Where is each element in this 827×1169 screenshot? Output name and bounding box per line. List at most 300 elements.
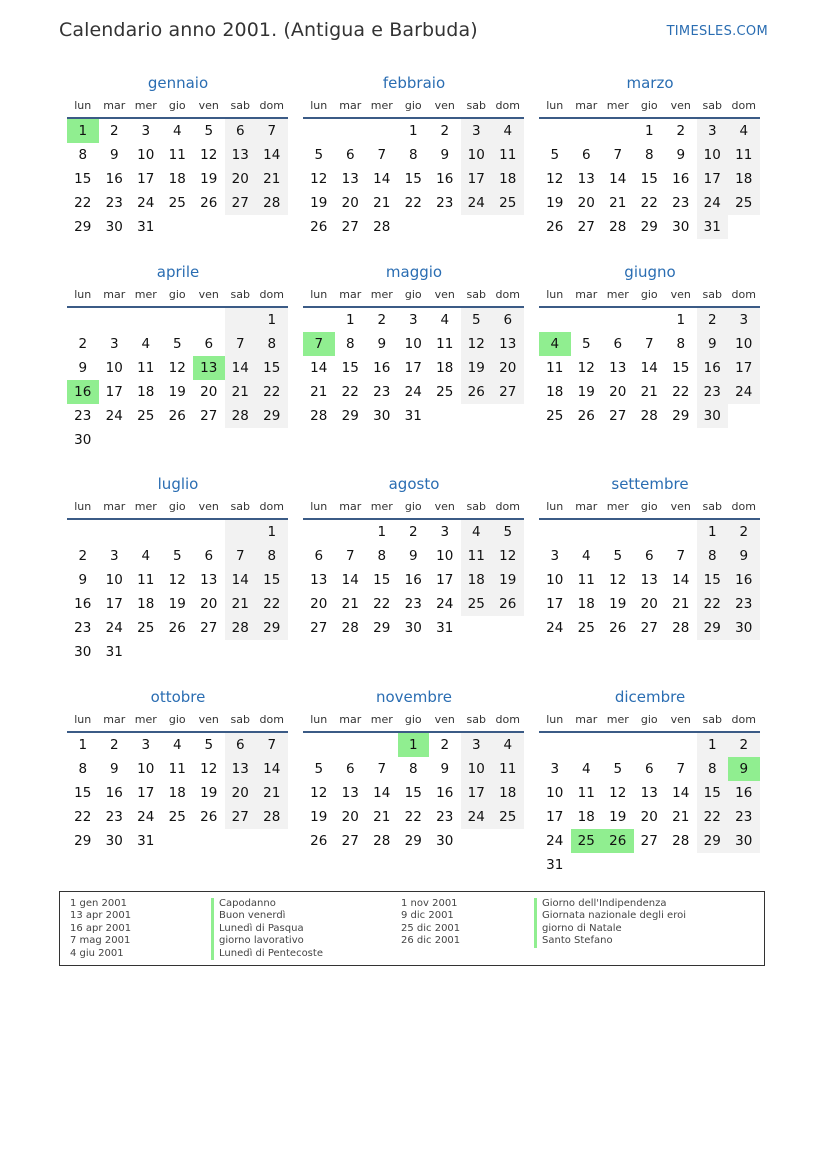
month-name: ottobre	[150, 688, 206, 706]
day-cell: 22	[404, 195, 422, 211]
legend-entry: giorno lavorativo	[211, 935, 323, 947]
day-cell: 8	[256, 544, 288, 568]
day-cell: 25	[492, 191, 524, 215]
weekday-header: lun	[303, 95, 335, 119]
day-cell: 15	[697, 568, 729, 592]
day-cell: 28	[640, 408, 658, 424]
day-cell: 10	[461, 143, 493, 167]
day-cell: 29	[74, 219, 92, 235]
empty-cell	[539, 308, 571, 332]
month-grid	[303, 95, 525, 239]
empty-cell	[225, 428, 257, 452]
day-cell: 7	[225, 544, 257, 568]
weekday-header: mer	[602, 95, 634, 119]
empty-cell	[162, 640, 194, 664]
day-cell: 8	[78, 761, 88, 777]
day-cell: 28	[256, 805, 288, 829]
day-cell: 2	[676, 123, 686, 139]
day-cell: 22	[640, 195, 658, 211]
day-cell: 22	[74, 195, 92, 211]
day-cell: 5	[550, 147, 560, 163]
weekday-header: mar	[571, 284, 603, 308]
day-cell: 12	[310, 171, 328, 187]
legend-entry: 26 dic 2001	[401, 935, 461, 947]
empty-cell	[99, 520, 131, 544]
day-cell: 15	[373, 572, 391, 588]
day-cell: 24	[404, 384, 422, 400]
day-cell: 5	[204, 737, 214, 753]
month-name: marzo	[626, 74, 674, 92]
day-cell: 25	[436, 384, 454, 400]
day-cell: 16	[105, 171, 123, 187]
day-cell: 3	[109, 548, 119, 564]
empty-cell	[99, 308, 131, 332]
day-cell: 3	[440, 524, 450, 540]
day-cell: 23	[728, 592, 760, 616]
day-cell: 28	[373, 219, 391, 235]
weekday-header: lun	[539, 496, 571, 520]
day-cell: 1	[697, 520, 729, 544]
empty-cell	[225, 829, 257, 853]
empty-cell	[162, 829, 194, 853]
day-cell: 6	[204, 336, 214, 352]
day-cell: 21	[256, 781, 288, 805]
day-cell: 15	[404, 171, 422, 187]
empty-cell	[193, 428, 225, 452]
weekday-header: sab	[461, 709, 493, 733]
day-cell: 18	[168, 785, 186, 801]
day-cell: 26	[546, 219, 564, 235]
day-cell: 9	[78, 360, 88, 376]
day-cell: 28	[225, 404, 257, 428]
day-cell: 18	[546, 384, 564, 400]
weekday-header: mar	[335, 95, 367, 119]
day-cell: 16	[672, 171, 690, 187]
day-cell: 2	[109, 737, 119, 753]
empty-cell	[539, 119, 571, 143]
day-cell: 11	[577, 572, 595, 588]
day-cell: 13	[200, 572, 218, 588]
day-cell: 15	[341, 360, 359, 376]
day-cell: 25	[168, 809, 186, 825]
day-cell: 1	[644, 123, 654, 139]
day-cell: 13	[225, 143, 257, 167]
empty-cell	[67, 308, 99, 332]
day-cell: 25	[577, 620, 595, 636]
day-cell: 30	[373, 408, 391, 424]
month-luglio	[67, 472, 289, 664]
empty-cell	[256, 428, 288, 452]
day-cell: 13	[577, 171, 595, 187]
empty-cell	[634, 520, 666, 544]
day-cell: 9	[440, 147, 450, 163]
empty-cell	[256, 215, 288, 239]
day-cell: 3	[550, 548, 560, 564]
day-cell: 27	[200, 408, 218, 424]
holiday-day-cell: 1	[67, 119, 99, 143]
empty-cell	[571, 733, 603, 757]
day-cell: 24	[436, 596, 454, 612]
day-cell: 14	[373, 171, 391, 187]
day-cell: 27	[341, 219, 359, 235]
day-cell: 13	[341, 785, 359, 801]
weekday-header: mer	[602, 496, 634, 520]
day-cell: 10	[137, 761, 155, 777]
weekday-header: gio	[162, 284, 194, 308]
day-cell: 4	[728, 119, 760, 143]
weekday-header: sab	[225, 95, 257, 119]
day-cell: 17	[546, 809, 564, 825]
day-cell: 25	[461, 592, 493, 616]
day-cell: 5	[581, 336, 591, 352]
day-cell: 26	[168, 620, 186, 636]
weekday-header: mar	[571, 95, 603, 119]
empty-cell	[492, 215, 524, 239]
weekday-header: sab	[461, 284, 493, 308]
day-cell: 10	[137, 147, 155, 163]
weekday-header: gio	[634, 284, 666, 308]
day-cell: 16	[697, 356, 729, 380]
day-cell: 27	[225, 805, 257, 829]
day-cell: 18	[461, 568, 493, 592]
day-cell: 1	[78, 737, 88, 753]
empty-cell	[335, 119, 367, 143]
empty-cell	[193, 308, 225, 332]
day-cell: 20	[640, 809, 658, 825]
holiday-legend	[59, 891, 765, 966]
day-cell: 30	[697, 404, 729, 428]
month-grid	[67, 95, 289, 239]
day-cell: 2	[109, 123, 119, 139]
weekday-header: lun	[539, 284, 571, 308]
weekday-header: mar	[335, 709, 367, 733]
day-cell: 26	[461, 380, 493, 404]
brand-link[interactable]: TIMESLES.COM	[666, 24, 768, 39]
day-cell: 30	[105, 219, 123, 235]
day-cell: 5	[613, 761, 623, 777]
empty-cell	[665, 853, 697, 877]
empty-cell	[602, 853, 634, 877]
page-title: Calendario anno 2001. (Antigua e Barbuda)	[59, 19, 478, 41]
empty-cell	[634, 853, 666, 877]
day-cell: 11	[577, 785, 595, 801]
day-cell: 18	[728, 167, 760, 191]
day-cell: 17	[105, 596, 123, 612]
day-cell: 13	[341, 171, 359, 187]
day-cell: 30	[74, 644, 92, 660]
holiday-day-cell: 1	[398, 733, 430, 757]
day-cell: 19	[310, 809, 328, 825]
weekday-header: dom	[256, 496, 288, 520]
weekday-header: mer	[366, 95, 398, 119]
legend-entry: 13 apr 2001	[70, 910, 132, 922]
day-cell: 3	[408, 312, 418, 328]
weekday-header: mer	[602, 709, 634, 733]
day-cell: 21	[672, 809, 690, 825]
month-grid	[539, 284, 761, 428]
day-cell: 24	[546, 833, 564, 849]
day-cell: 26	[200, 809, 218, 825]
empty-cell	[492, 404, 524, 428]
day-cell: 18	[492, 167, 524, 191]
day-cell: 2	[78, 548, 88, 564]
day-cell: 2	[728, 733, 760, 757]
weekday-header: lun	[539, 95, 571, 119]
empty-cell	[461, 616, 493, 640]
day-cell: 6	[314, 548, 324, 564]
day-cell: 8	[78, 147, 88, 163]
weekday-header: gio	[398, 95, 430, 119]
weekday-header: mer	[366, 496, 398, 520]
day-cell: 10	[436, 548, 454, 564]
weekday-header: gio	[398, 709, 430, 733]
weekday-header: lun	[539, 709, 571, 733]
day-cell: 6	[492, 308, 524, 332]
month-ottobre	[67, 685, 289, 853]
day-cell: 8	[377, 548, 387, 564]
day-cell: 26	[200, 195, 218, 211]
month-settembre	[539, 472, 761, 640]
empty-cell	[162, 520, 194, 544]
day-cell: 12	[609, 572, 627, 588]
day-cell: 22	[404, 809, 422, 825]
day-cell: 16	[436, 171, 454, 187]
day-cell: 24	[461, 805, 493, 829]
day-cell: 11	[168, 147, 186, 163]
day-cell: 17	[404, 360, 422, 376]
empty-cell	[366, 733, 398, 757]
empty-cell	[335, 733, 367, 757]
weekday-header: sab	[225, 284, 257, 308]
day-cell: 19	[200, 785, 218, 801]
day-cell: 1	[377, 524, 387, 540]
day-cell: 12	[577, 360, 595, 376]
day-cell: 31	[404, 408, 422, 424]
day-cell: 6	[225, 733, 257, 757]
empty-cell	[303, 308, 335, 332]
legend-names-right	[534, 898, 686, 948]
empty-cell	[602, 308, 634, 332]
day-cell: 19	[609, 809, 627, 825]
month-name: agosto	[388, 475, 440, 493]
day-cell: 30	[74, 432, 92, 448]
day-cell: 7	[676, 761, 686, 777]
day-cell: 7	[256, 733, 288, 757]
empty-cell	[602, 733, 634, 757]
day-cell: 18	[577, 809, 595, 825]
empty-cell	[193, 520, 225, 544]
month-grid	[67, 496, 289, 664]
day-cell: 5	[172, 548, 182, 564]
holiday-day-cell: 26	[602, 829, 634, 853]
day-cell: 29	[640, 219, 658, 235]
weekday-header: ven	[193, 496, 225, 520]
day-cell: 4	[581, 548, 591, 564]
day-cell: 17	[436, 572, 454, 588]
weekday-header: dom	[492, 95, 524, 119]
day-cell: 9	[440, 761, 450, 777]
day-cell: 11	[728, 143, 760, 167]
day-cell: 20	[640, 596, 658, 612]
weekday-header: lun	[67, 284, 99, 308]
weekday-header: mar	[335, 496, 367, 520]
month-giugno	[539, 260, 761, 428]
month-novembre	[303, 685, 525, 853]
day-cell: 26	[492, 592, 524, 616]
day-cell: 2	[440, 123, 450, 139]
day-cell: 25	[492, 805, 524, 829]
day-cell: 17	[546, 596, 564, 612]
empty-cell	[130, 520, 162, 544]
day-cell: 21	[256, 167, 288, 191]
empty-cell	[461, 215, 493, 239]
weekday-header: mer	[602, 284, 634, 308]
empty-cell	[461, 404, 493, 428]
day-cell: 11	[492, 143, 524, 167]
day-cell: 18	[436, 360, 454, 376]
day-cell: 18	[492, 781, 524, 805]
weekday-header: ven	[665, 496, 697, 520]
day-cell: 21	[609, 195, 627, 211]
day-cell: 21	[373, 809, 391, 825]
legend-entry: giorno di Natale	[534, 923, 686, 935]
legend-entry: Lunedì di Pentecoste	[211, 948, 323, 960]
day-cell: 11	[461, 544, 493, 568]
day-cell: 15	[256, 568, 288, 592]
holiday-day-cell: 25	[571, 829, 603, 853]
day-cell: 29	[373, 620, 391, 636]
day-cell: 5	[613, 548, 623, 564]
day-cell: 12	[200, 147, 218, 163]
day-cell: 23	[728, 805, 760, 829]
day-cell: 8	[697, 544, 729, 568]
empty-cell	[256, 640, 288, 664]
month-name: gennaio	[147, 74, 209, 92]
legend-entry: 25 dic 2001	[401, 922, 461, 934]
day-cell: 19	[168, 384, 186, 400]
empty-cell	[728, 853, 760, 877]
day-cell: 14	[225, 356, 257, 380]
empty-cell	[193, 215, 225, 239]
weekday-header: sab	[461, 496, 493, 520]
day-cell: 13	[225, 757, 257, 781]
day-cell: 29	[256, 616, 288, 640]
day-cell: 3	[697, 119, 729, 143]
day-cell: 20	[492, 356, 524, 380]
legend-entry: 9 dic 2001	[401, 910, 454, 922]
weekday-header: sab	[225, 496, 257, 520]
day-cell: 29	[74, 833, 92, 849]
day-cell: 12	[310, 785, 328, 801]
legend-entry: Santo Stefano	[534, 935, 686, 947]
weekday-header: ven	[193, 95, 225, 119]
weekday-header: ven	[429, 284, 461, 308]
day-cell: 24	[105, 620, 123, 636]
month-grid	[303, 284, 525, 428]
month-name: novembre	[376, 688, 452, 706]
weekday-header: mar	[99, 496, 131, 520]
day-cell: 24	[137, 809, 155, 825]
month-grid	[67, 284, 289, 452]
empty-cell	[697, 853, 729, 877]
day-cell: 28	[373, 833, 391, 849]
weekday-header: sab	[225, 709, 257, 733]
day-cell: 14	[640, 360, 658, 376]
day-cell: 7	[377, 761, 387, 777]
day-cell: 25	[137, 620, 155, 636]
day-cell: 9	[109, 761, 119, 777]
day-cell: 21	[672, 596, 690, 612]
day-cell: 19	[546, 195, 564, 211]
day-cell: 5	[314, 761, 324, 777]
weekday-header: ven	[193, 284, 225, 308]
day-cell: 9	[728, 544, 760, 568]
day-cell: 7	[377, 147, 387, 163]
day-cell: 10	[105, 572, 123, 588]
empty-cell	[193, 829, 225, 853]
day-cell: 8	[345, 336, 355, 352]
weekday-header: mar	[571, 496, 603, 520]
day-cell: 13	[640, 572, 658, 588]
day-cell: 7	[256, 119, 288, 143]
empty-cell	[728, 404, 760, 428]
weekday-header: sab	[697, 95, 729, 119]
weekday-header: ven	[429, 496, 461, 520]
weekday-header: ven	[429, 709, 461, 733]
day-cell: 16	[728, 781, 760, 805]
day-cell: 22	[697, 805, 729, 829]
month-aprile	[67, 260, 289, 452]
day-cell: 24	[546, 620, 564, 636]
day-cell: 12	[492, 544, 524, 568]
day-cell: 22	[373, 596, 391, 612]
day-cell: 9	[408, 548, 418, 564]
day-cell: 14	[225, 568, 257, 592]
day-cell: 6	[204, 548, 214, 564]
day-cell: 18	[577, 596, 595, 612]
day-cell: 23	[74, 408, 92, 424]
day-cell: 15	[672, 360, 690, 376]
day-cell: 19	[492, 568, 524, 592]
day-cell: 6	[644, 761, 654, 777]
day-cell: 24	[697, 191, 729, 215]
day-cell: 2	[78, 336, 88, 352]
empty-cell	[602, 520, 634, 544]
day-cell: 11	[168, 761, 186, 777]
day-cell: 23	[436, 195, 454, 211]
day-cell: 17	[137, 785, 155, 801]
day-cell: 26	[609, 620, 627, 636]
empty-cell	[225, 215, 257, 239]
month-maggio	[303, 260, 525, 428]
day-cell: 8	[408, 761, 418, 777]
day-cell: 12	[609, 785, 627, 801]
day-cell: 3	[728, 308, 760, 332]
month-agosto	[303, 472, 525, 640]
weekday-header: ven	[193, 709, 225, 733]
month-name: maggio	[385, 263, 443, 281]
day-cell: 1	[256, 520, 288, 544]
weekday-header: gio	[634, 496, 666, 520]
day-cell: 7	[644, 336, 654, 352]
weekday-header: dom	[256, 709, 288, 733]
day-cell: 24	[461, 191, 493, 215]
legend-entry: Capodanno	[211, 898, 323, 910]
day-cell: 5	[314, 147, 324, 163]
empty-cell	[571, 520, 603, 544]
weekday-header: dom	[492, 284, 524, 308]
weekday-header: sab	[461, 95, 493, 119]
